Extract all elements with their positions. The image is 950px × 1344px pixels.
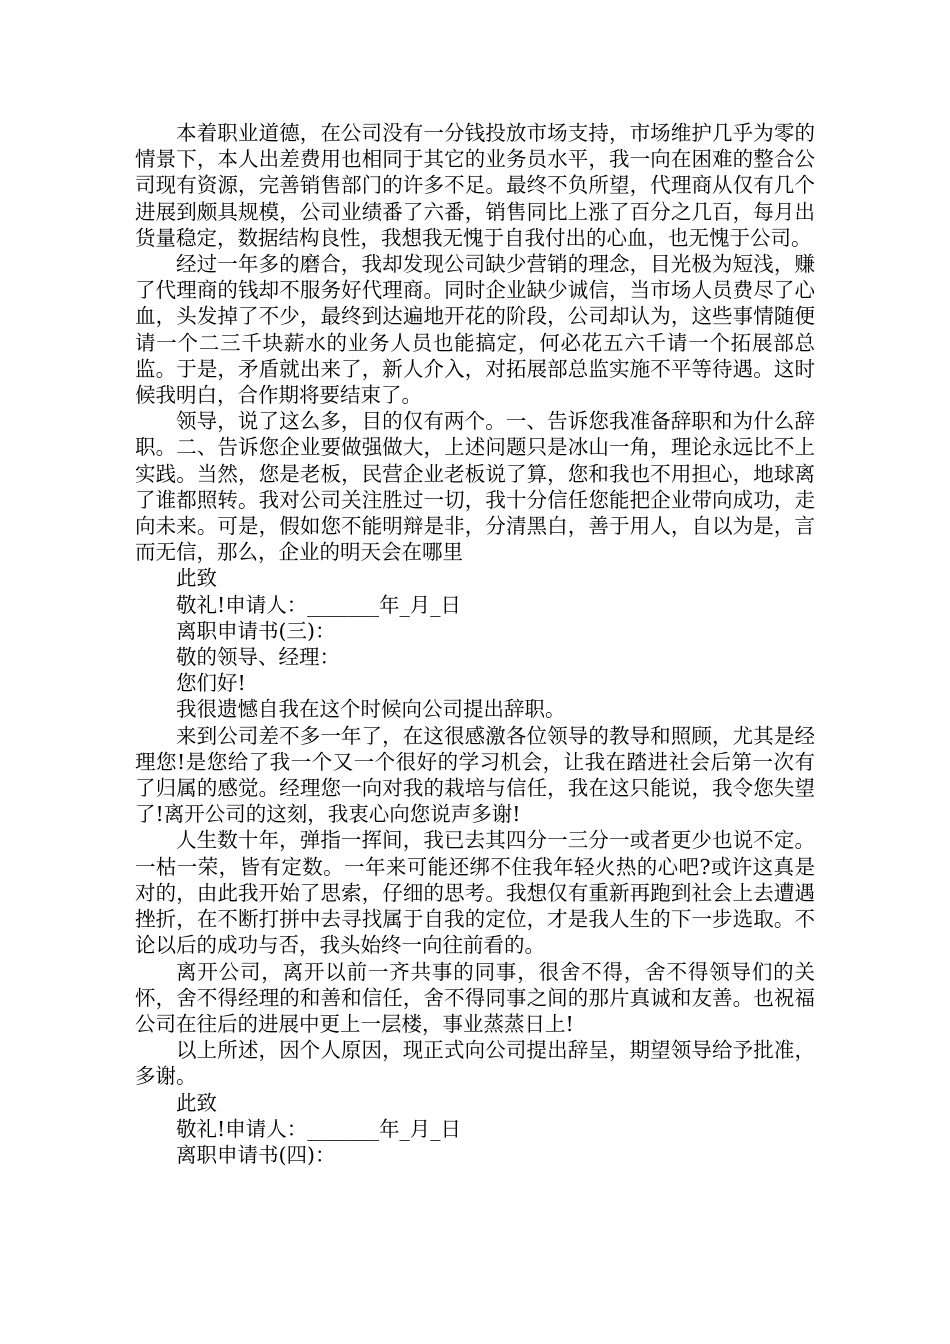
salutation-line: 敬的领导、经理： (176, 645, 340, 670)
greeting-line: 您们好! (176, 671, 246, 696)
section-heading: 离职申请书(三)： (176, 618, 336, 643)
closing-line: 此致 (176, 1090, 217, 1115)
signature-line: 敬礼!申请人：_______年_月_日 (176, 1116, 461, 1141)
paragraph: 经过一年多的磨合，我却发现公司缺少营销的理念，目光极为短浅，赚了代理商的钱却不服务好代理商。同时企业缺少诚信，当市场人员费尽了心血，头发掉了不少，最终到达遍地开花的阶段，公司却认为，这些事情随便请一个二三千块薪水的业务人员也能搞定，何必花五六千请一个拓展部总监。于是，矛盾就出来了，新人介入，对拓展部总监实施不平等待遇。这时候我明白，合作期将要结束了。 (135, 252, 815, 408)
paragraph: 来到公司差不多一年了，在这很感激各位领导的教导和照顾，尤其是经理您!是您给了我一个又一个很好的学习机会，让我在踏进社会后第一次有了归属的感觉。经理您一向对我的栽培与信任，我在这只能说，我令您失望了!离开公司的这刻，我衷心向您说声多谢! (135, 723, 815, 827)
text-line: 我很遗憾自我在这个时候向公司提出辞职。 (176, 697, 566, 722)
paragraph: 以上所述，因个人原因，现正式向公司提出辞呈，期望领导给予批准，多谢。 (135, 1038, 815, 1089)
paragraph: 人生数十年，弹指一挥间，我已去其四分一三分一或者更少也说不定。一枯一荣，皆有定数。一年来可能还绑不住我年轻火热的心吧?或许这真是对的，由此我开始了思索，仔细的思考。我想仅有重新再跑到社会上去遭遇挫折，在不断打拼中去寻找属于自我的定位，才是我人生的下一步选取。不论以后的成功与否，我头始终一向往前看的。 (135, 828, 815, 958)
section-heading: 离职申请书(四)： (176, 1142, 336, 1167)
paragraph: 本着职业道德，在公司没有一分钱投放市场支持，市场维护几乎为零的情景下，本人出差费用也相同于其它的业务员水平，我一向在困难的整合公司现有资源，完善销售部门的许多不足。最终不负所望，代理商从仅有几个进展到颇具规模，公司业绩番了六番，销售同比上涨了百分之几百，每月出货量稳定，数据结构良性，我想我无愧于自我付出的心血，也无愧于公司。 (135, 121, 815, 250)
paragraph: 离开公司，离开以前一齐共事的同事，很舍不得，舍不得领导们的关怀，舍不得经理的和善和信任，舍不得同事之间的那片真诚和友善。也祝福公司在往后的进展中更上一层楼，事业蒸蒸日上! (135, 959, 815, 1036)
signature-line: 敬礼!申请人：_______年_月_日 (176, 592, 461, 617)
closing-line: 此致 (176, 566, 217, 591)
document-page (135, 120, 815, 1168)
paragraph: 领导，说了这么多，目的仅有两个。一、告诉您我准备辞职和为什么辞职。二、告诉您企业要做强做大，上述问题只是冰山一角，理论永远比不上实践。当然，您是老板，民营企业老板说了算，您和我也不用担心，地球离了谁都照转。我对公司关注胜过一切，我十分信任您能把企业带向成功，走向未来。可是，假如您不能明辩是非，分清黑白，善于用人，自以为是，言而无信，那么，企业的明天会在哪里 (135, 409, 815, 565)
